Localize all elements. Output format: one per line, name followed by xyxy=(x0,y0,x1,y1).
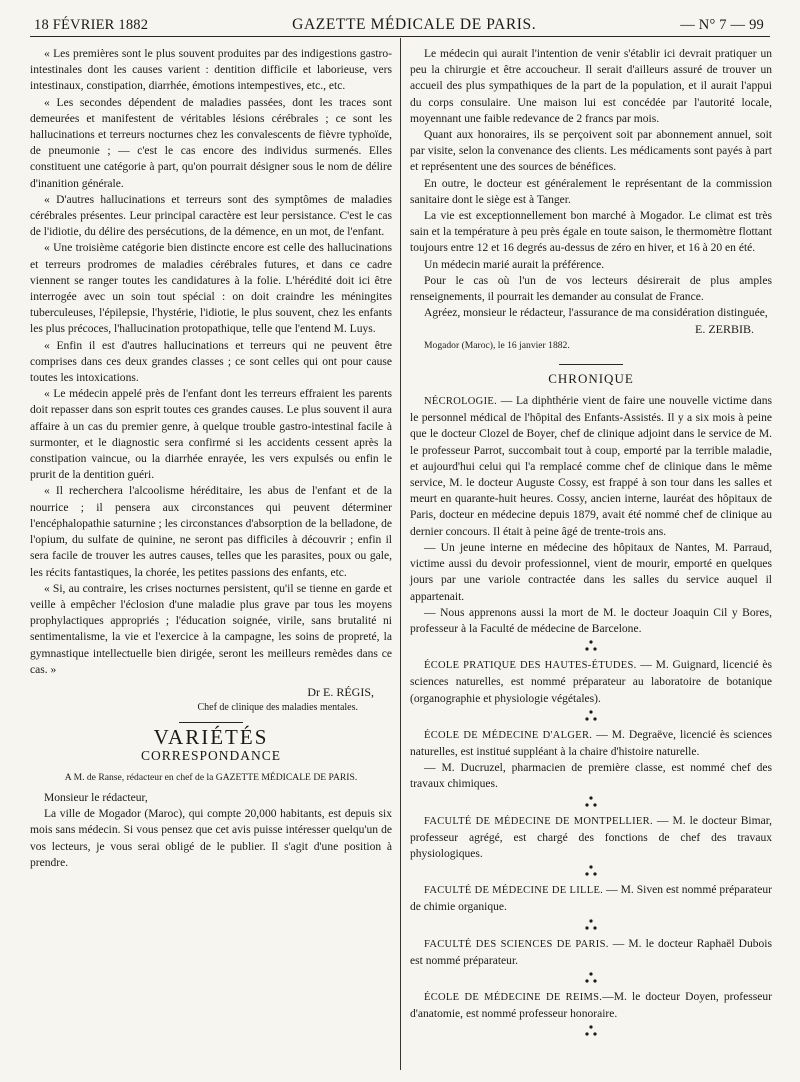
section-subtitle-correspondance: CORRESPONDANCE xyxy=(140,747,282,763)
header-date: 18 FÉVRIER 1882 xyxy=(34,16,149,33)
news-item-sciences xyxy=(410,936,772,969)
letter-paragraph: Quant aux honoraires, ils se perçoivent soit par abonnement annuel, soit par visite, selon la convenance des clients. Les médicaments sont payés à part et représentent une des sources de bénéfices. xyxy=(410,129,772,174)
letter-paragraph: Un médecin marié aurait la préférence. xyxy=(424,258,605,271)
news-text: — M. Siven est nommé préparateur de chimie organique. xyxy=(410,884,772,914)
letter-date: Mogador (Maroc), le 16 janvier 1882. xyxy=(424,339,570,351)
right-column xyxy=(410,46,772,1042)
news-text: — M. le docteur Raphaël Dubois est nommé préparateur. xyxy=(410,937,773,967)
paragraph: « Les secondes dépendent de maladies passées, dont les traces sont demeurées et manifestent de véritables lésions cérébrales ; ce sont les hallucinations et terreurs nocturnes chez les convalescents de fièvre typhoïde, de pneumonie ; — c'est le cas encore des individus surmenés. Elles constituent une catégorie à part, qu'on pourrait désigner sous le nom de délire d'inanition générale. xyxy=(30,96,392,190)
asterism-icon xyxy=(410,864,772,882)
news-text: — M. le docteur Bimar, professeur agrégé, est chargé des fonctions de chef des travaux physiologiques. xyxy=(410,814,772,860)
paragraph: « Si, au contraire, les crises nocturnes persistent, qu'il se tienne en garde et veille à empêcher l'éclosion d'une maladie plus grave par tous les moyens prophylactiques appropriés ; l'éducation soignée, virile, sans brutalité ni sentimentalisme, la vie et l'exercice à la campagne, les soins de propreté, la gymnastique intellectuelle bien dirigée, seront les meilleurs remèdes dans ce cas. » xyxy=(30,582,392,676)
section-title-chronique: CHRONIQUE xyxy=(548,370,634,386)
news-lead: FACULTÉ DES SCIENCES DE PARIS. xyxy=(424,938,609,950)
paragraph: « Les premières sont le plus souvent produites par des indigestions gastro-intestinales dont les causes varient : dentition difficile et laborieuse, vers intestinaux, constipation, diarrhée, émotions intempestives, etc., etc. xyxy=(30,48,392,93)
news-text: —M. le docteur Doyen, professeur d'anatomie, est nommé professeur honoraire. xyxy=(410,990,772,1021)
paragraph: « Il recherchera l'alcoolisme héréditaire, les abus de l'enfant et de la nourrice ; il pensera aux circonstances qui peuvent déterminer l'encéphalopathie saturnine ; les circonstances d'absorption de la belladone, de l'opium, du sulfate de quinine, ne seront pas difficiles à découvrir ; enfin il sera facile de trouver les autres causes, telles que les parasites, poux ou gale, les récits fantastiques, la chorée, les petites passions des enfants, etc. xyxy=(30,485,392,579)
news-lead: FACULTÉ DE MÉDECINE DE MONTPELLIER. xyxy=(424,815,653,827)
news-text: — M. Degraëve, licencié ès sciences naturelles, est institué suppléant à la chaire d'histoire naturelle. xyxy=(410,728,772,758)
news-lead: ÉCOLE PRATIQUE DES HAUTES-ÉTUDES. xyxy=(424,660,637,672)
letter-paragraph: Le médecin qui aurait l'intention de venir s'établir ici devrait pratiquer un peu la chirurgie et être accoucheur. Il serait d'ailleurs assuré de trouver un accueil des plus sympathiques de la part de la population, et il aurait l'appui du corps consulaire. Une maison lui est concédée par l'autorité locale, moyennant une faible redevance de 2 francs par mois. xyxy=(410,48,772,125)
header-issue: — N° 7 — 99 xyxy=(680,16,764,33)
paragraph: « Enfin il est d'autres hallucinations et terreurs qui ne peuvent être comprises dans ces deux grandes classes ; ce sont celles qui ont pour cause toutes les intoxications. xyxy=(30,339,392,385)
news-item-lille xyxy=(410,882,772,915)
news-item-montpellier xyxy=(410,813,772,863)
news-item: — Nous apprenons aussi la mort de M. le docteur Joaquin Cil y Bores, professeur à la Faculté de médecine de Barcelone. xyxy=(410,606,772,635)
letter-salutation: Monsieur le rédacteur, xyxy=(44,791,148,804)
news-item: — Un jeune interne en médecine des hôpitaux de Nantes, M. Parraud, victime aussi du devoir professionnel, vient de mourir, emporté en quelques jours par une variole contractée dans les salles du service auquel il appartenait. xyxy=(410,541,772,603)
asterism-icon xyxy=(410,1024,772,1042)
section-rule xyxy=(179,722,243,723)
asterism-icon xyxy=(410,918,772,936)
header-rule xyxy=(30,36,770,37)
news-item-hautes-etudes xyxy=(410,657,772,707)
news-lead: NÉCROLOGIE. xyxy=(424,396,498,408)
news-item: — M. Ducruzel, pharmacien de première classe, est nommé chef des travaux chimiques. xyxy=(410,762,772,791)
paragraph: « Le médecin appelé près de l'enfant dont les terreurs effraient les parents doit repasser dans son esprit toutes ces grandes causes. Le plus souvent il aura affaire à un cas du premier genre, à quelque trouble gastro-intestinal facile à surmonter, et le diagnostic sera confirmé si les accidents cessent après la constipation vaincue, ou la diarrhée enrayée, les vers expulsés ou enfin le prurit de la dentition guéri. xyxy=(30,388,392,482)
paragraph: « D'autres hallucinations et terreurs sont des symptômes de maladies cérébrales présentes. Leur principal caractère est leur persistance. C'est le cas de l'idiotie, du délire des persécutions, de la démence, en un mot, de l'enfant. xyxy=(30,193,392,239)
asterism-icon xyxy=(410,795,772,813)
author-signature xyxy=(30,684,374,700)
news-lead: FACULTÉ DE MÉDECINE DE LILLE. xyxy=(424,885,604,897)
paragraph: « Une troisième catégorie bien distincte encore est celle des hallucinations et terreurs prodromes de maladies cérébrales futures, et dans ce cadre viennent se ranger toutes les candidatures à la folie. L'hérédité doit ici être interrogée avec un soin tout spécial : on doit craindre les méningites tuberculeuses, l'épilepsie, l'hystérie, l'idiotie, le plus souvent, chez les enfants les plus précoces, l'hallucination protopathique, telle que l'entend M. Luys. xyxy=(30,242,392,336)
letter-dedication: A M. de Ranse, rédacteur en chef de la GAZETTE MÉDICALE DE PARIS. xyxy=(64,771,358,783)
letter-paragraph: La vie est exceptionnellement bon marché à Mogador. Le climat est très sain et la température à peu près égale en toute saison, le thermomètre flottant toujours entre 12 et 16 degrés au-dessus de zéro en hiver, et 16 à 20 en été. xyxy=(410,210,772,255)
letter-signature-name: E. ZERBIB. xyxy=(695,322,754,337)
news-lead: ÉCOLE DE MÉDECINE DE REIMS. xyxy=(424,991,603,1003)
signature-title: Chef de clinique des maladies mentales. xyxy=(197,702,358,714)
news-lead: ÉCOLE DE MÉDECINE D'ALGER. xyxy=(424,729,593,741)
letter-paragraph: Agréez, monsieur le rédacteur, l'assurance de ma considération distinguée, xyxy=(424,307,768,320)
header-title: GAZETTE MÉDICALE DE PARIS. xyxy=(292,16,537,33)
news-item-reims xyxy=(410,989,772,1022)
asterism-icon xyxy=(410,639,772,657)
signature-name: Dr E. RÉGIS, xyxy=(307,684,374,699)
section-title-varietes: VARIÉTÉS xyxy=(153,725,269,750)
news-text: — M. Guignard, licencié ès sciences naturelles, est nommé préparateur au laboratoire de botanique (organographie et physiologie végétales). xyxy=(410,659,772,705)
left-column xyxy=(30,46,392,871)
asterism-icon xyxy=(410,709,772,727)
news-item-alger xyxy=(410,727,772,760)
letter-paragraph: En outre, le docteur est généralement le représentant de la commission sanitaire dont le siège est à Tanger. xyxy=(410,177,772,206)
news-item-necrologie xyxy=(410,393,772,540)
column-divider xyxy=(400,38,401,1070)
letter-paragraph: Pour le cas où l'un de vos lecteurs désirerait de plus amples renseignements, il pourrait les demander au consulat de France. xyxy=(410,274,772,304)
letter-signature xyxy=(410,321,754,337)
news-text: — La diphthérie vient de faire une nouvelle victime dans le personnel médical de l'hôpital des Enfants-Assistés. Il y a six mois à peine que le docteur Clozel de Boyer, chef de clinique adjoint dans le service de M. le professeur Parrot, succombait tout à coup, emporté par la terrible maladie, et aujourd'hui celui qui l'a remplacé comme chef de clinique dans le même service, M. le docteur Auguste Cossy, est frappé à son tour dans les salles et meurt en quarante-huit heures. Cossy, ancien interne, lauréat des hôpitaux de Paris, docteur en médecine depuis 1879, avait été nommé chef de clinique au dernier concours. Il était à peine âgé de trente-trois ans. xyxy=(410,395,772,538)
page-header xyxy=(34,14,764,36)
asterism-icon xyxy=(410,971,772,989)
section-rule xyxy=(559,364,623,365)
letter-paragraph: La ville de Mogador (Maroc), qui compte 20,000 habitants, est depuis six mois sans médecin. Si vous pensez que cet avis puisse intéresser quelqu'un de vos lecteurs, je vous serai obligé de le publier. Il s'agit d'une position à prendre. xyxy=(30,808,392,869)
